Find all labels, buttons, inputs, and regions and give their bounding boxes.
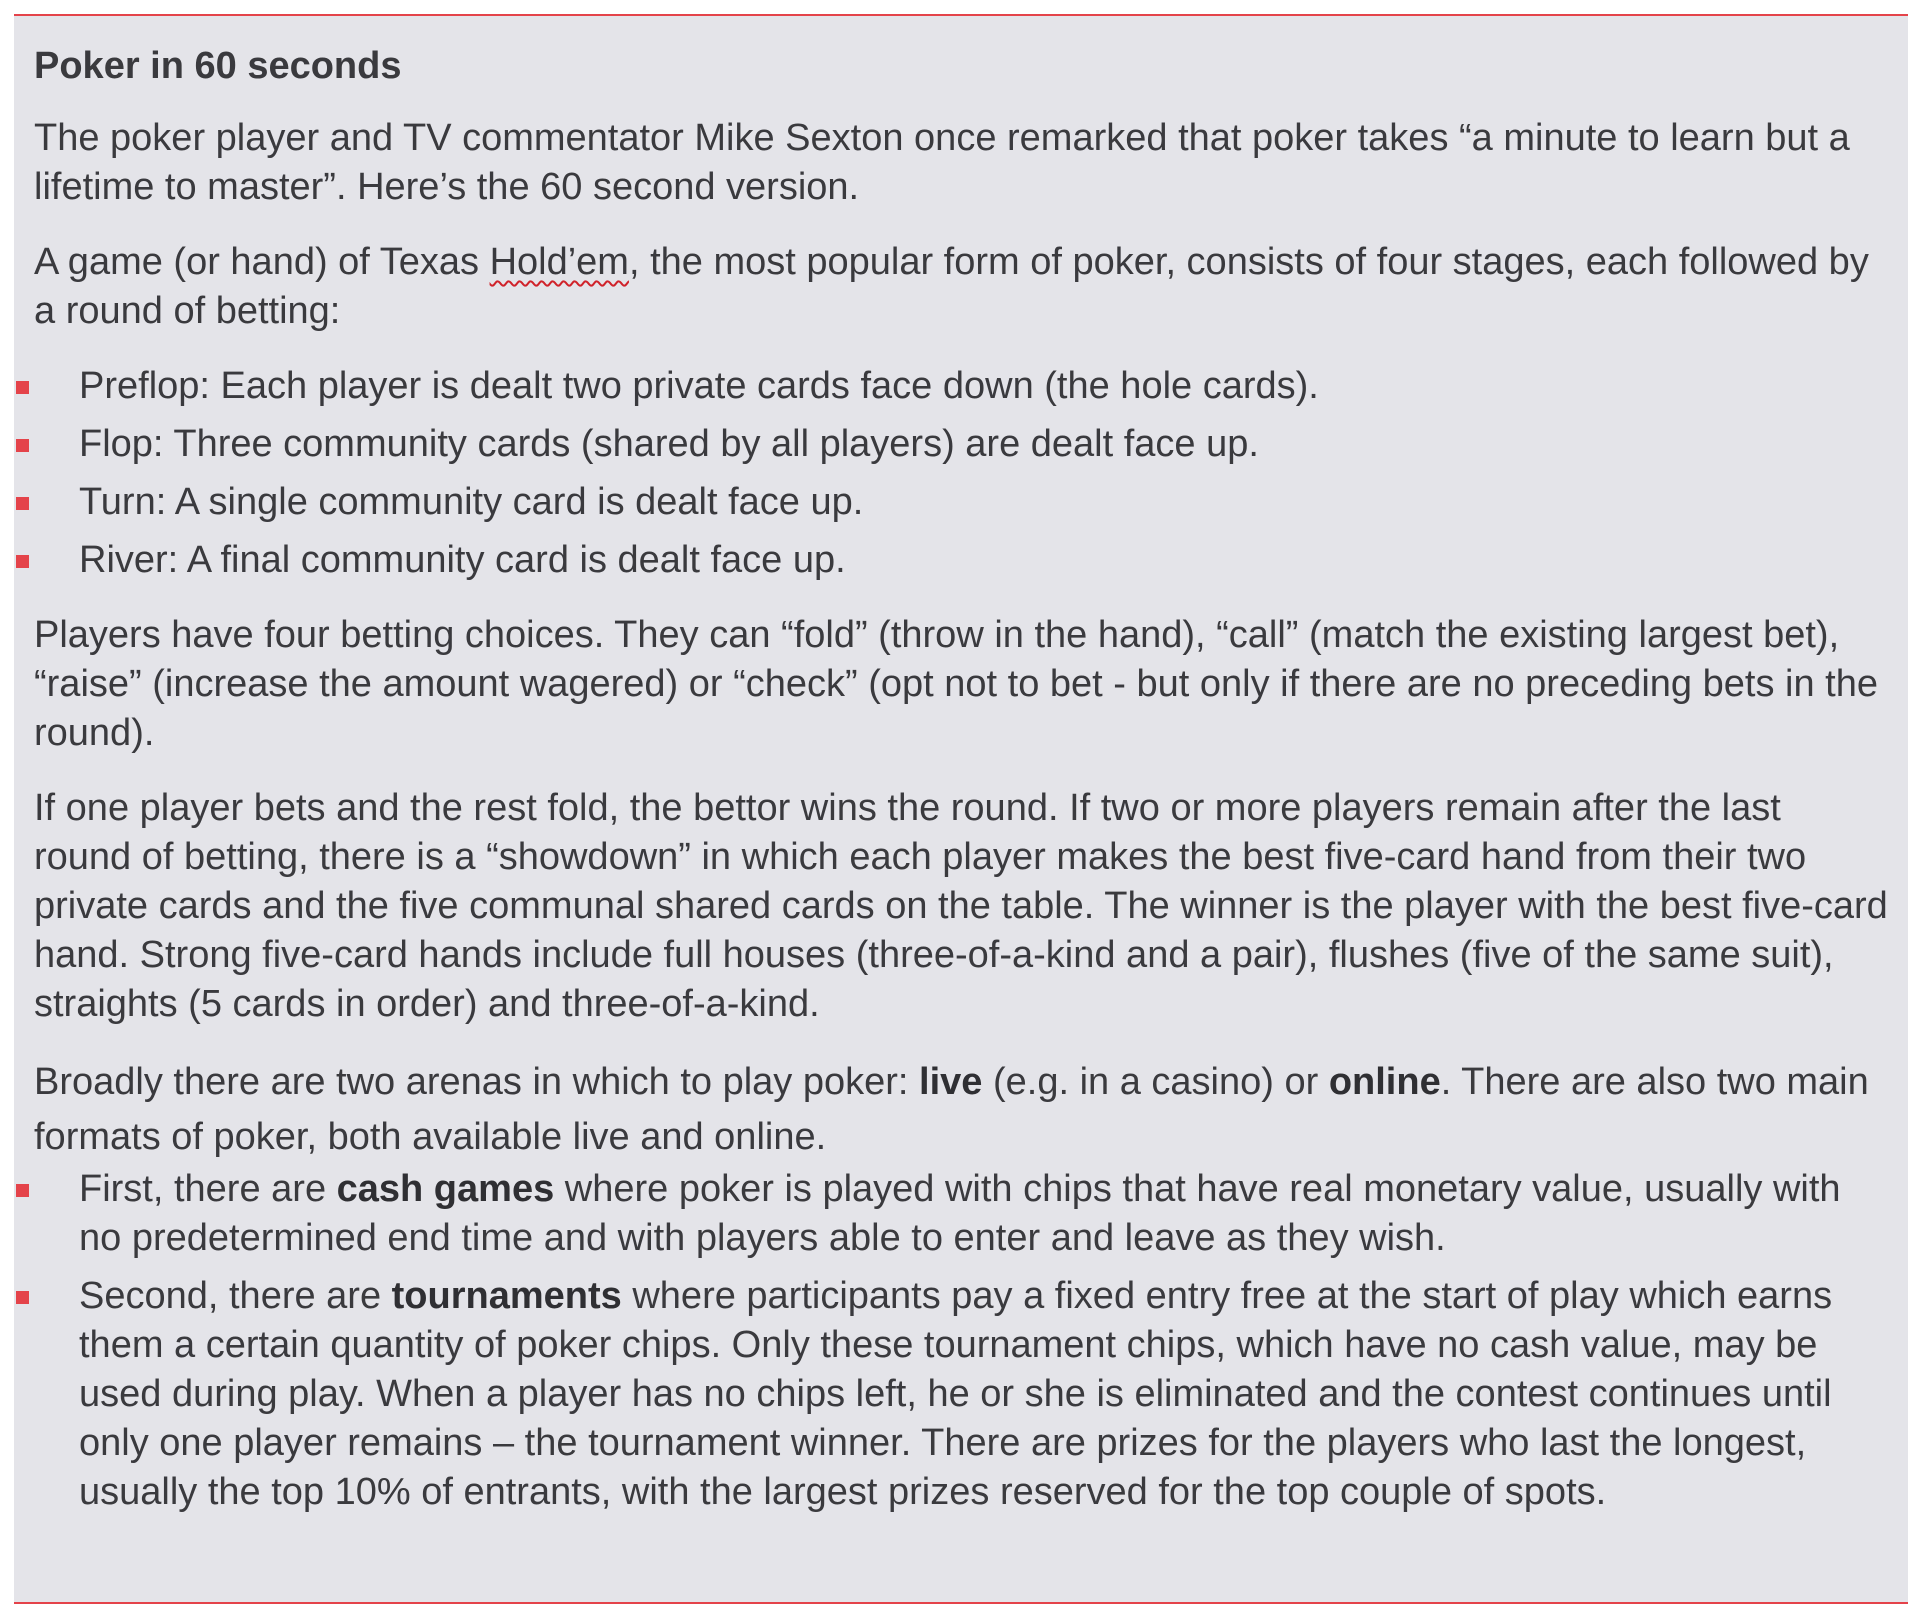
game-text-before: A game (or hand) of Texas bbox=[34, 241, 490, 283]
showdown-paragraph: If one player bets and the rest fold, the bettor wins the round. If two or more players remain after the last round of betting, there is a “showdown” in which each player makes the best five-card hand from their two private cards and the five communal shared cards on the table. The winner is the player with the best five-card hand. Strong five-card hands include full houses (three-of-a-kind and a pair), flushes (five of the same suit), straights (5 cards in order) and three-of-a-kind. bbox=[34, 787, 1888, 1025]
list-item-cash-games bbox=[34, 1165, 1888, 1263]
game-text-after: , the most popular form of poker, consists of four stages, each followed by a round of betting: bbox=[34, 241, 1869, 332]
format-text-before: Second, there are bbox=[79, 1275, 392, 1317]
arena-live: live bbox=[919, 1061, 983, 1103]
game-paragraph bbox=[34, 238, 1888, 336]
format-cash-games: cash games bbox=[336, 1168, 555, 1210]
bullet-square-icon bbox=[16, 439, 29, 452]
bullet-square-icon bbox=[16, 555, 29, 568]
intro-paragraph: The poker player and TV commentator Mike Sexton once remarked that poker takes “a minute to learn but a lifetime to master”. Here’s the 60 second version. bbox=[34, 117, 1850, 208]
bullet-square-icon bbox=[16, 497, 29, 510]
poker-info-box bbox=[14, 14, 1908, 1604]
format-text-after: where poker is played with chips that have real monetary value, usually with no predetermined end time and with players able to enter and leave as they wish. bbox=[79, 1168, 1841, 1259]
bullet-square-icon bbox=[16, 1184, 29, 1197]
list-item-preflop bbox=[34, 362, 1888, 411]
arena-online: online bbox=[1328, 1061, 1441, 1103]
formats-list bbox=[34, 1165, 1888, 1517]
bullet-square-icon bbox=[16, 1291, 29, 1304]
list-item-turn bbox=[34, 478, 1888, 527]
stage-text: River: A final community card is dealt face up. bbox=[79, 539, 846, 581]
stage-text: Preflop: Each player is dealt two private cards face down (the hole cards). bbox=[79, 365, 1319, 407]
arenas-text-3: . There are also two main formats of poker, both available live and online. bbox=[34, 1061, 1869, 1158]
format-text-after: where participants pay a fixed entry free at the start of play which earns them a certain quantity of poker chips. Only these tournament chips, which have no cash value, may be used during play. When a player has no chips left, he or she is eliminated and the contest continues until only one player remains – the tournament winner. There are prizes for the players who last the longest, usually the top 10% of entrants, with the largest prizes reserved for the top couple of spots. bbox=[79, 1275, 1833, 1513]
format-tournaments: tournaments bbox=[391, 1275, 622, 1317]
spellcheck-word-holdem: Hold’em bbox=[489, 241, 629, 283]
box-title: Poker in 60 seconds bbox=[34, 45, 402, 87]
list-item-tournaments bbox=[34, 1272, 1888, 1517]
list-item-flop bbox=[34, 420, 1888, 469]
list-item-river bbox=[34, 536, 1888, 585]
format-text-before: First, there are bbox=[79, 1168, 337, 1210]
arenas-text-1: Broadly there are two arenas in which to play poker: bbox=[34, 1061, 920, 1103]
stages-list bbox=[34, 362, 1888, 585]
arenas-paragraph bbox=[34, 1055, 1888, 1165]
arenas-text-2: (e.g. in a casino) or bbox=[982, 1061, 1329, 1103]
stage-text: Turn: A single community card is dealt face up. bbox=[79, 481, 864, 523]
stage-text: Flop: Three community cards (shared by all players) are dealt face up. bbox=[79, 423, 1259, 465]
choices-paragraph: Players have four betting choices. They can “fold” (throw in the hand), “call” (match the existing largest bet), “raise” (increase the amount wagered) or “check” (opt not to bet - but only if there are no preceding bets in the round). bbox=[34, 614, 1878, 754]
bullet-square-icon bbox=[16, 381, 29, 394]
